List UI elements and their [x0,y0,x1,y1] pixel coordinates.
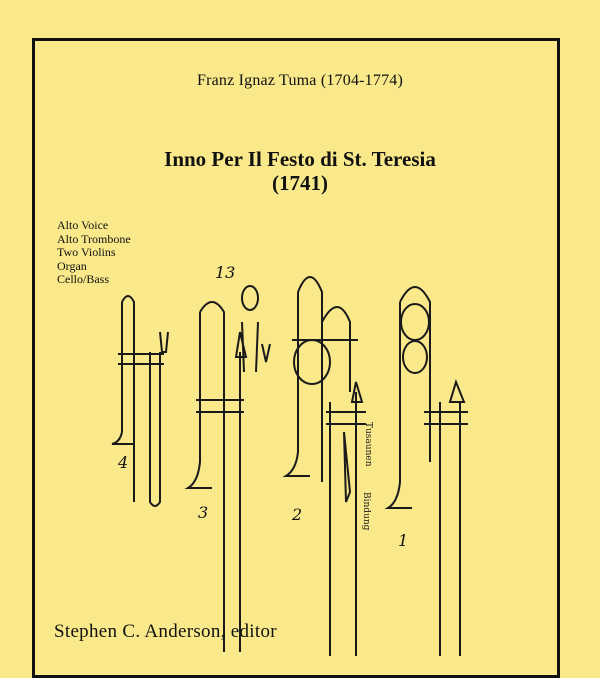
title-main: Inno Per Il Festo di St. Teresia [164,147,436,171]
composer-line: Franz Ignaz Tuma (1704-1774) [196,72,403,89]
trombone-engraving [100,262,500,656]
title-block [0,147,600,195]
figure-number: 4 [118,453,129,472]
figure-number: 13 [215,263,236,282]
figure-number: 1 [398,531,409,550]
instrument-item: Organ [57,258,87,273]
figure-number: 2 [292,505,303,524]
instrument-item: Alto Voice [57,218,109,232]
instrument-item: Alto Trombone [57,231,131,246]
title-year: (1741) [272,171,328,195]
figure-number: 3 [198,503,209,522]
engraving-script: Tusaunen [363,422,373,467]
instrument-item: Cello/Bass [57,272,110,286]
editor-credit: Stephen C. Anderson, editor [54,621,277,642]
engraving-script: Bindung [361,492,371,531]
instrument-item: Two Violins [57,245,116,259]
